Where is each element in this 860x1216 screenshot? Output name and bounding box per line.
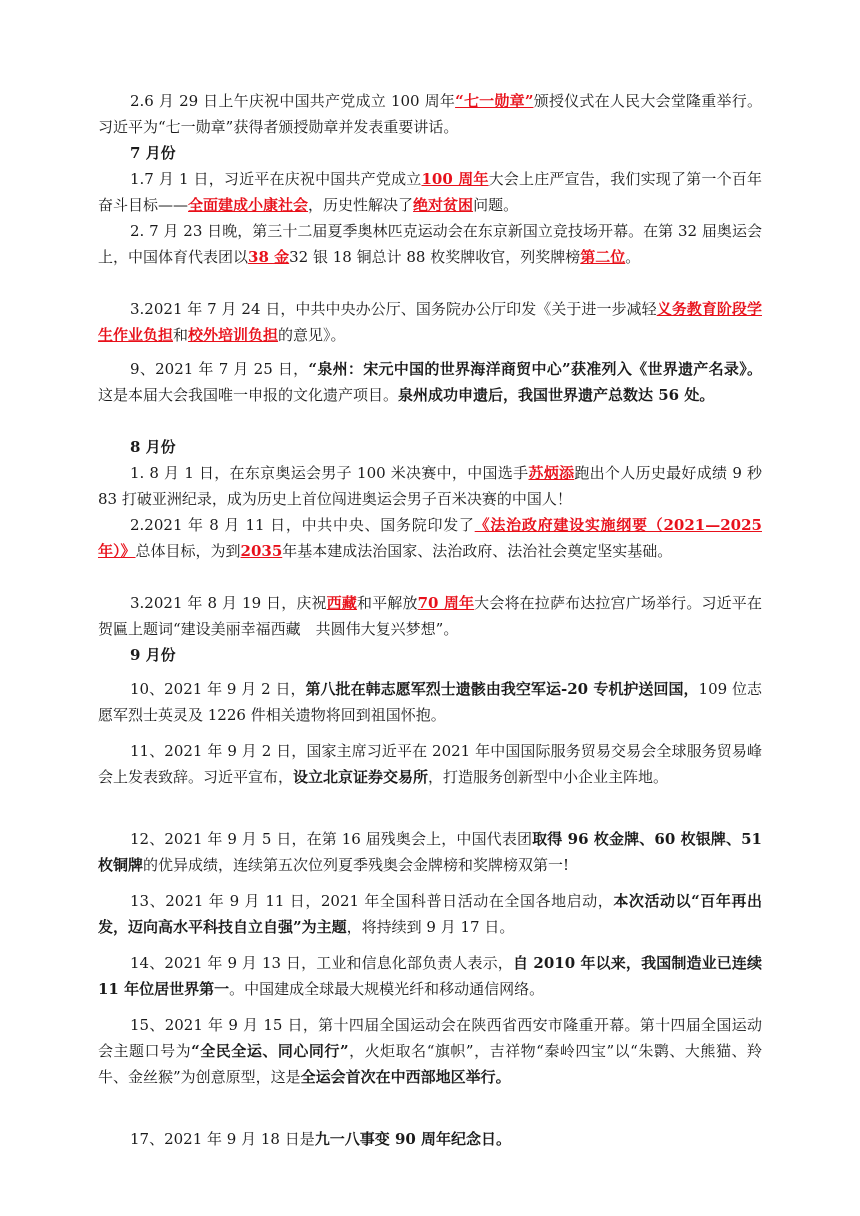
news-paragraph bbox=[98, 738, 762, 790]
news-paragraph bbox=[98, 356, 762, 408]
text-run: 12、2021 年 9 月 5 日，在第 16 届残奥会上，中国代表团 bbox=[130, 830, 533, 848]
text-run: 2.2021 年 8 月 11 日，中共中央、国务院印发了 bbox=[130, 516, 475, 534]
text-run: 3.2021 年 8 月 19 日，庆祝 bbox=[130, 594, 327, 612]
text-run: 7 月份 bbox=[130, 144, 176, 162]
news-paragraph bbox=[98, 950, 762, 1002]
text-run: 1. 8 月 1 日，在东京奥运会男子 100 米决赛中，中国选手 bbox=[130, 464, 529, 482]
highlighted-term: 绝对贫困 bbox=[413, 196, 474, 214]
news-paragraph bbox=[98, 88, 762, 140]
text-run: 17、2021 年 9 月 18 日是 bbox=[130, 1130, 315, 1148]
highlighted-term: “七一勋章” bbox=[455, 92, 534, 110]
bold-text: 设立北京证券交易所 bbox=[293, 768, 429, 786]
text-run: 跑出个人历史最好成绩 9 秒 83 打破亚洲纪录，成为历史上首位闯进奥运会男子百米决赛的中国人！ bbox=[98, 464, 762, 508]
highlighted-term: 苏炳添 bbox=[528, 464, 575, 482]
news-paragraph bbox=[98, 888, 762, 940]
bold-text: 泉州成功申遗后，我国世界遗产总数达 56 处。 bbox=[398, 386, 715, 404]
month-heading bbox=[130, 140, 430, 166]
text-run: 2.6 月 29 日上午庆祝中国共产党成立 100 周年 bbox=[130, 92, 456, 110]
bold-text: 九一八事变 90 周年纪念日。 bbox=[314, 1130, 512, 1148]
month-heading bbox=[130, 434, 430, 460]
text-run: 和平解放 bbox=[356, 594, 418, 612]
text-run: 9、2021 年 7 月 25 日， bbox=[130, 360, 309, 378]
text-run: 3.2021 年 7 月 24 日，中共中央办公厅、国务院办公厅印发《关于进一步减轻 bbox=[130, 300, 657, 318]
text-run: 。中国建成全球最大规模光纤和移动通信网络。 bbox=[229, 980, 545, 998]
highlighted-term: 100 周年 bbox=[421, 170, 489, 188]
news-paragraph bbox=[98, 296, 762, 348]
bold-text: 第八批在韩志愿军烈士遗骸由我空军运-20 专机护送回国， bbox=[305, 680, 699, 698]
highlighted-term: 全面建成小康社会 bbox=[188, 196, 309, 214]
text-run: 。 bbox=[625, 248, 641, 266]
highlighted-term: 《法治政府建设实施纲要（2021—2025 年）》 bbox=[98, 516, 762, 560]
month-heading bbox=[130, 642, 430, 668]
bold-text: 本次活动以“百年再出发，迈向高水平科技自立自强”为主题 bbox=[98, 892, 762, 936]
bold-text: 自 2010 年以来，我国制造业已连续 11 年位居世界第一 bbox=[98, 954, 762, 998]
text-run: 1.7 月 1 日，习近平在庆祝中国共产党成立 bbox=[130, 170, 422, 188]
text-run: 14、2021 年 9 月 13 日，工业和信息化部负责人表示， bbox=[130, 954, 513, 972]
text-run: 总体目标，为到 bbox=[135, 542, 241, 560]
text-run: 这是本届大会我国唯一申报的文化遗产项目。 bbox=[98, 386, 399, 404]
highlighted-term: 义务教育阶段学生作业负担 bbox=[98, 300, 762, 344]
text-run: 和 bbox=[173, 326, 189, 344]
highlighted-term: 2035 bbox=[240, 542, 283, 560]
news-paragraph bbox=[98, 1012, 762, 1090]
news-paragraph bbox=[98, 676, 762, 728]
news-paragraph bbox=[98, 512, 762, 564]
text-run: 32 银 18 铜总计 88 枚奖牌收官，列奖牌榜 bbox=[289, 248, 581, 266]
text-run: ，打造服务创新型中小企业主阵地。 bbox=[428, 768, 669, 786]
highlighted-term: 校外培训负担 bbox=[188, 326, 279, 344]
text-run: ，历史性解决了 bbox=[308, 196, 414, 214]
bold-text: “全民全运、同心同行” bbox=[191, 1042, 349, 1060]
highlighted-term: 70 周年 bbox=[417, 594, 475, 612]
text-run: 颁授仪式在人民大会堂隆重举行。习近平为“七一勋章”获得者颁授勋章并发表重要讲话。 bbox=[98, 92, 762, 136]
bold-text: 全运会首次在中西部地区举行。 bbox=[300, 1068, 511, 1086]
highlighted-term: 西藏 bbox=[326, 594, 357, 612]
text-run: 大会上庄严宣告，我们实现了第一个百年奋斗目标—— bbox=[98, 170, 762, 214]
news-paragraph bbox=[98, 826, 762, 878]
text-run: 10、2021 年 9 月 2 日， bbox=[130, 680, 306, 698]
highlighted-term: 38 金 bbox=[248, 248, 290, 266]
news-paragraph bbox=[98, 460, 762, 512]
text-run: 的意见》。 bbox=[278, 326, 346, 344]
bold-text: 取得 96 枚金牌、60 枚银牌、51 枚铜牌 bbox=[98, 830, 762, 874]
text-run: ，将持续到 9 月 17 日。 bbox=[346, 918, 515, 936]
text-run: 11、2021 年 9 月 2 日，国家主席习近平在 2021 年中国国际服务贸易交易会全球服务贸易峰会上发表致辞。习近平宣布， bbox=[98, 742, 762, 786]
text-run: 15、2021 年 9 月 15 日，第十四届全国运动会在陕西省西安市隆重开幕。第十四届全国运动会主题口号为 bbox=[98, 1016, 762, 1060]
text-run: 年基本建成法治国家、法治政府、法治社会奠定坚实基础。 bbox=[282, 542, 673, 560]
text-run: 8 月份 bbox=[130, 438, 176, 456]
news-paragraph bbox=[98, 1126, 762, 1152]
text-run: 2. 7 月 23 日晚，第三十二届夏季奥林匹克运动会在东京新国立竞技场开幕。在第 32 届奥运会上，中国体育代表团以 bbox=[98, 222, 762, 266]
news-paragraph bbox=[98, 218, 762, 270]
text-run: 大会将在拉萨布达拉宫广场举行。习近平在贺匾上题词“建设美丽幸福西藏 共圆伟大复兴梦想”。 bbox=[98, 594, 762, 638]
text-run: 13、2021 年 9 月 11 日，2021 年全国科普日活动在全国各地启动， bbox=[130, 892, 614, 910]
news-paragraph bbox=[98, 590, 762, 642]
text-run: 的优异成绩，连续第五次位列夏季残奥会金牌榜和奖牌榜双第一! bbox=[143, 856, 570, 874]
text-run: 9 月份 bbox=[130, 646, 176, 664]
text-run: 问题。 bbox=[473, 196, 519, 214]
bold-text: “泉州：宋元中国的世界海洋商贸中心”获准列入《世界遗产名录》。 bbox=[308, 360, 762, 378]
news-paragraph bbox=[98, 166, 762, 218]
text-run: 109 位志愿军烈士英灵及 1226 件相关遗物将回到祖国怀抱。 bbox=[98, 680, 762, 724]
text-run: ，火炬取名“旗帜”，吉祥物“秦岭四宝”以“朱鹮、大熊猫、羚牛、金丝猴”为创意原型，这是 bbox=[98, 1042, 762, 1086]
highlighted-term: 第二位 bbox=[580, 248, 626, 266]
